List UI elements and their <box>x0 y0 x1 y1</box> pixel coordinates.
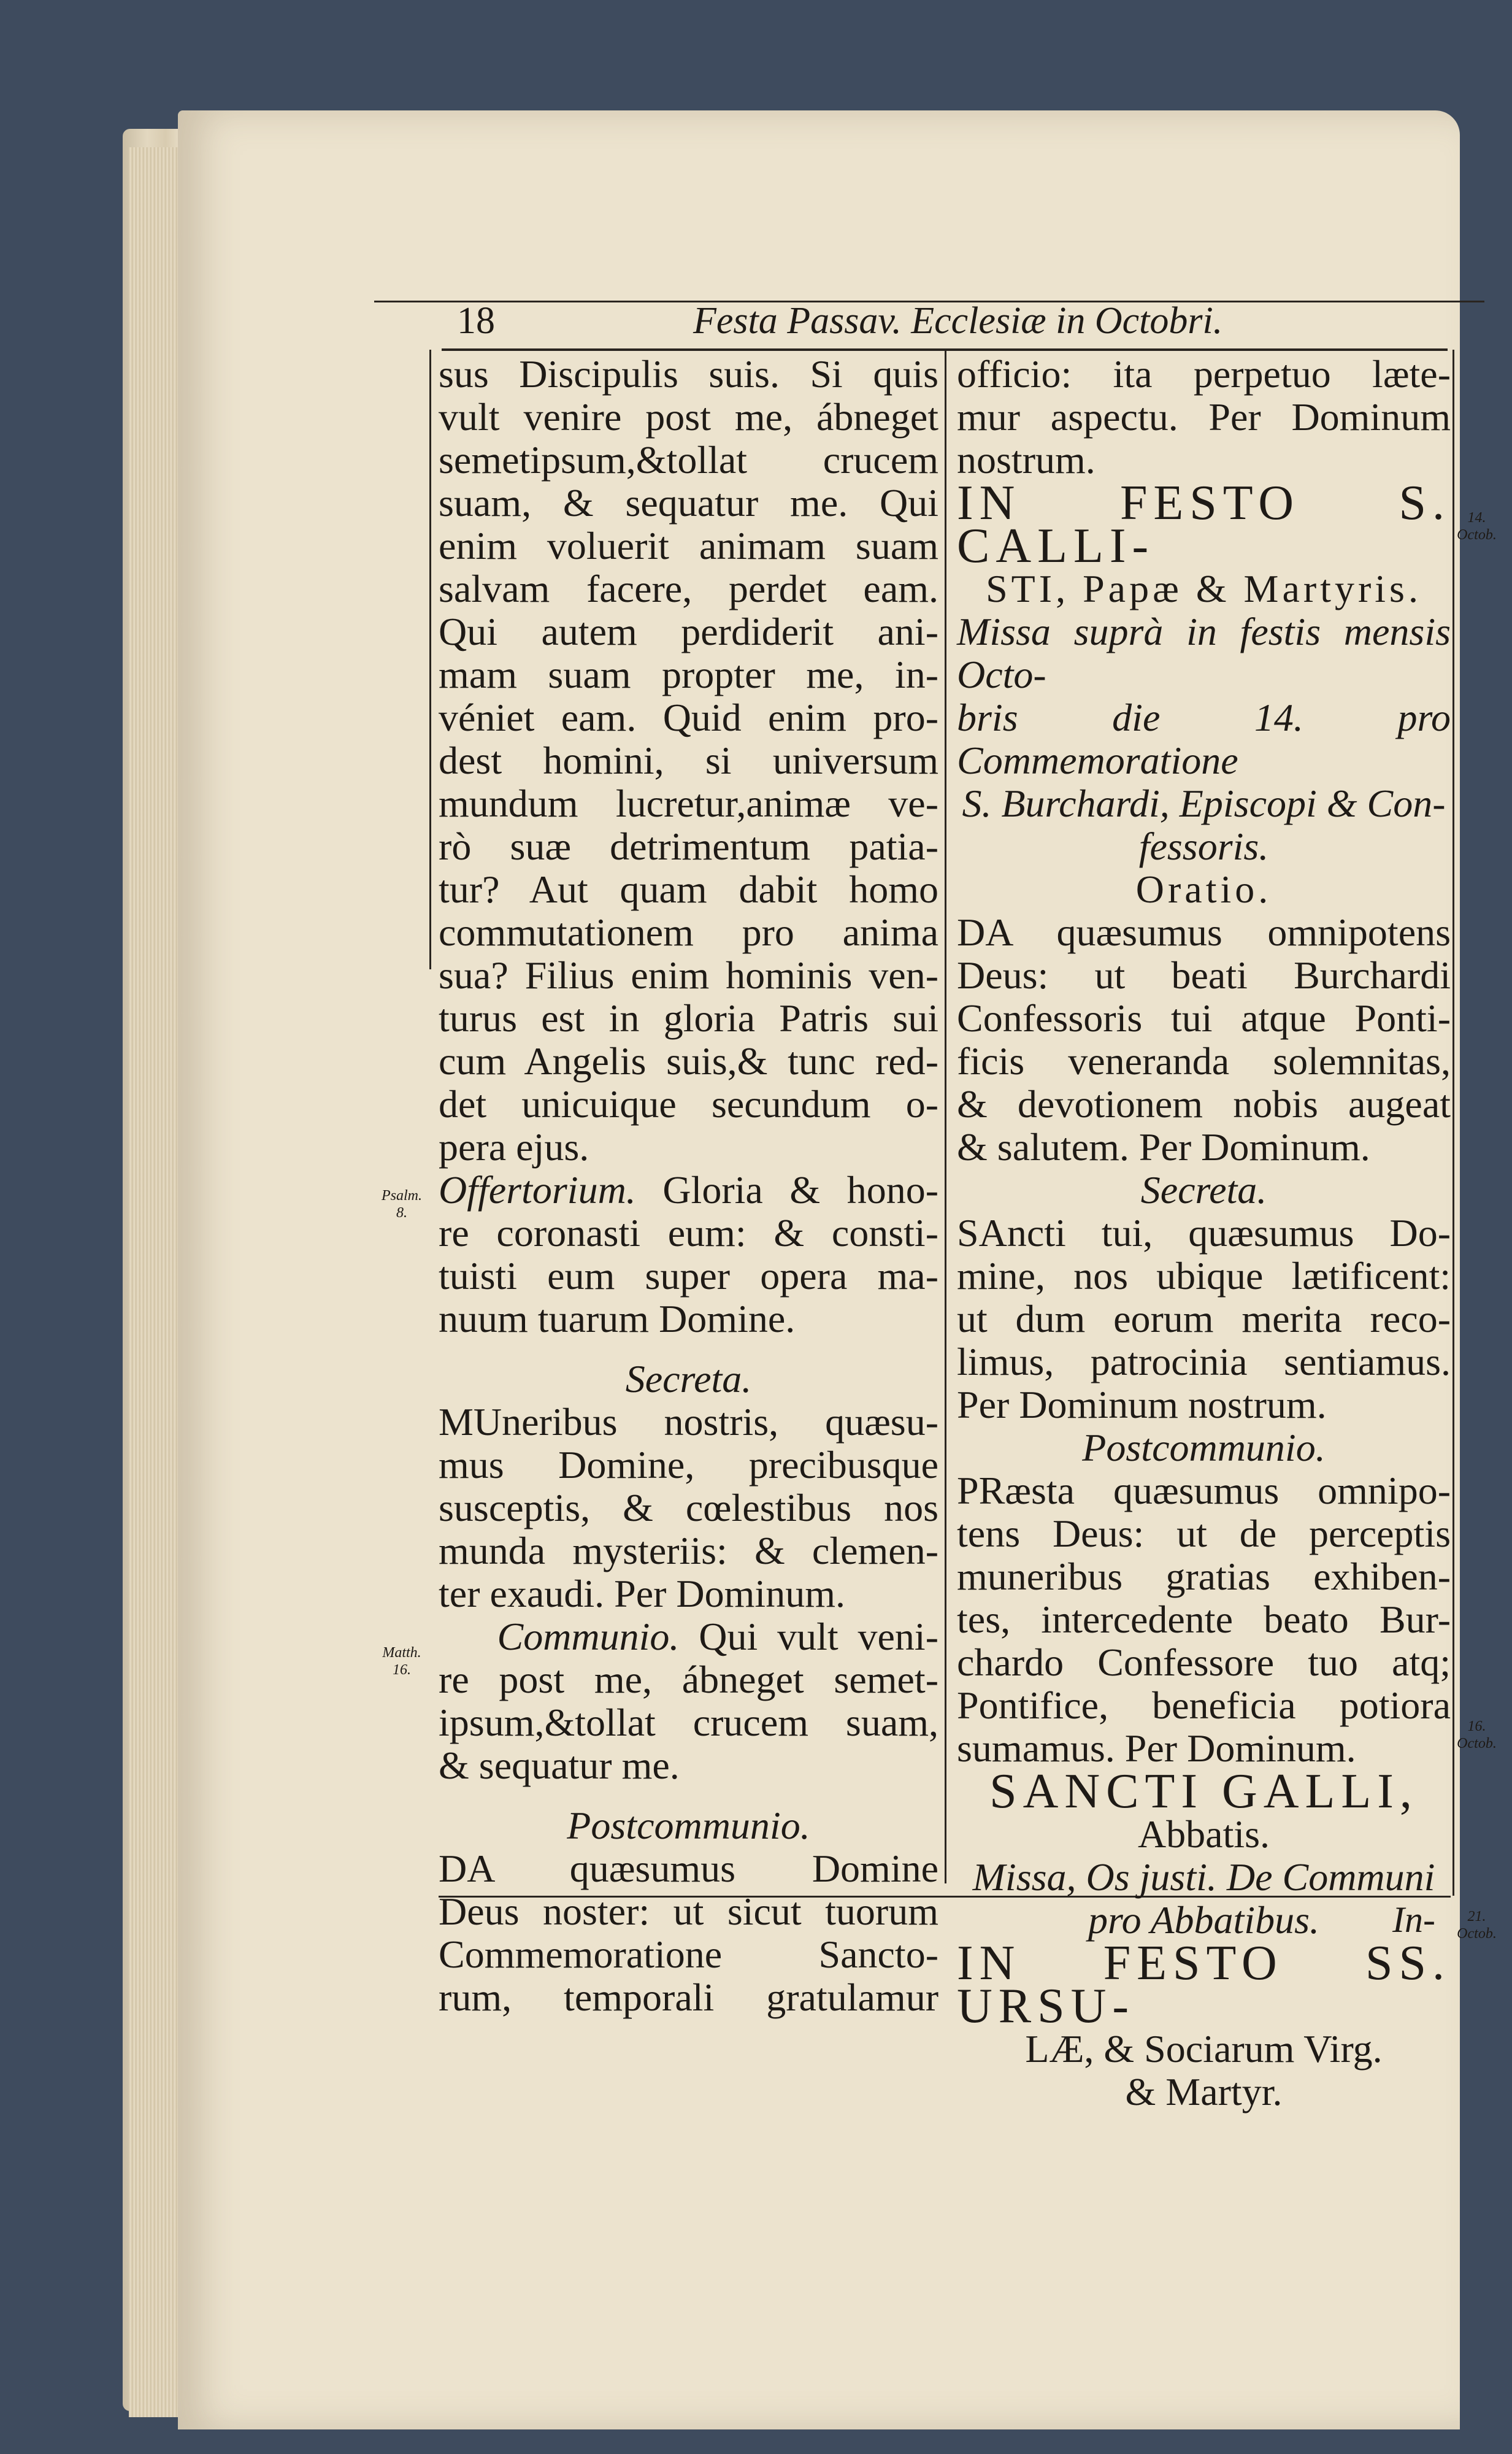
text-line: tens Deus: ut de perceptis <box>957 1512 1451 1555</box>
text-line: Commemoratione Sancto- <box>439 1933 938 1976</box>
text-line: ter exaudi. Per Dominum. <box>439 1572 845 1615</box>
missa-note: S. Burchardi, Episcopi & Con- <box>962 782 1446 825</box>
right-column <box>957 353 1451 2114</box>
text-line: sumamus. Per Dominum. <box>957 1726 1356 1770</box>
text-line: enim voluerit animam suam <box>439 524 938 567</box>
offertorium-label: Offertorium. <box>439 1168 636 1212</box>
missa-note: Missa suprà in festis mensis Octo- <box>957 610 1451 696</box>
text-line: turus est in gloria Patris sui <box>439 996 938 1040</box>
text-line: SAncti tui, quæsumus Do- <box>957 1211 1451 1255</box>
text-line: dest homini, si universum <box>439 739 938 782</box>
text-line: mur aspectu. Per Dominum <box>957 395 1451 439</box>
text-line: salvam facere, perdet eam. <box>439 567 938 610</box>
text-line: PRæsta quæsumus omnipo- <box>957 1469 1451 1512</box>
ursula-heading: IN FESTO SS. URSU- <box>957 1936 1451 2033</box>
text-line: munda mysteriis: & clemen- <box>439 1529 938 1572</box>
text-line: ut dum eorum merita reco- <box>957 1297 1451 1340</box>
text-line: MUneribus nostris, quæsu- <box>439 1400 938 1444</box>
text-line: ipsum,&tollat crucem suam, <box>439 1701 938 1744</box>
text-line: re coronasti eum: & consti- <box>439 1211 938 1255</box>
text-line: susceptis, & cœlestibus nos <box>439 1486 938 1529</box>
galli-missa: Missa, Os justi. De Communi pro Abbatibus. <box>972 1855 1435 1942</box>
callisti-heading-2: STI, Papæ & Martyris. <box>986 567 1422 610</box>
text-line: commutationem pro anima <box>439 910 938 954</box>
margin-note-psalm: Psalm. 8. <box>382 1188 422 1221</box>
left-column <box>439 353 938 2019</box>
text-line: mine, nos ubique lætificent: <box>957 1254 1451 1298</box>
ursula-heading-3: & Martyr. <box>1125 2070 1283 2114</box>
text-line: pera ejus. <box>439 1125 589 1169</box>
right-frame-rule <box>1453 350 1454 1896</box>
text-line: mundum lucretur,animæ ve- <box>439 782 938 825</box>
margin-note-oct16: 16. Octob. <box>1457 1718 1497 1752</box>
text-line: Deus noster: ut sicut tuorum <box>439 1890 938 1933</box>
text-line: DA quæsumus Domine <box>439 1847 938 1890</box>
text-line: rum, temporali gratulamur <box>439 1975 938 2019</box>
text-line: Per Dominum nostrum. <box>957 1383 1327 1426</box>
text-line: DA quæsumus omnipotens <box>957 910 1451 954</box>
text-line: sua? Filius enim hominis ven- <box>439 953 938 997</box>
oratio-title: Oratio. <box>1135 867 1272 911</box>
text-line: re post me, ábneget semet- <box>439 1658 938 1701</box>
catchword: In- <box>1392 1899 1435 1940</box>
text-line: rò suæ detrimentum patia- <box>439 825 938 868</box>
text-line: muneribus gratias exhiben- <box>957 1555 1451 1598</box>
text-line: limus, patrocinia sentiamus. <box>957 1340 1451 1383</box>
text-line: tuisti eum super opera ma- <box>439 1254 938 1298</box>
secreta-title: Secreta. <box>1140 1168 1267 1212</box>
secreta-title: Secreta. <box>625 1357 752 1401</box>
missa-note: bris die 14. pro Commemoratione <box>957 696 1451 782</box>
text-line: tes, intercedente beato Bur- <box>957 1598 1451 1641</box>
callisti-heading: IN FESTO S. CALLI- <box>957 476 1451 573</box>
text-line: semetipsum,&tollat crucem <box>439 438 938 482</box>
text-line: nostrum. <box>957 438 1096 482</box>
text-line: officio: ita perpetuo læte- <box>957 352 1451 396</box>
text-line: vult venire post me, ábneget <box>439 395 938 439</box>
galli-heading-2: Abbatis. <box>1137 1812 1270 1856</box>
text-line: nuum tuarum Domine. <box>439 1297 796 1340</box>
postcommunio-title: Postcommunio. <box>567 1804 810 1847</box>
page-number: 18 <box>457 300 495 342</box>
communio-label: Communio. <box>497 1615 680 1658</box>
left-frame-rule <box>429 350 431 969</box>
text-line: Deus: ut beati Burchardi <box>957 953 1451 997</box>
margin-note-oct21: 21. Octob. <box>1457 1909 1497 1942</box>
margin-note-oct14: 14. Octob. <box>1457 510 1497 543</box>
text-line: & sequatur me. <box>439 1744 680 1787</box>
ursula-heading-2: LÆ, & Sociarum Virg. <box>1025 2027 1383 2071</box>
galli-heading: SANCTI GALLI, <box>989 1764 1418 1818</box>
communio-line <box>439 1615 938 1658</box>
margin-note-matth: Matth. 16. <box>382 1645 421 1678</box>
text-line: mus Domine, precibusque <box>439 1443 938 1487</box>
running-head: Festa Passav. Ecclesiæ in Octobri. <box>693 300 1223 342</box>
text-line: Qui autem perdiderit ani- <box>439 610 938 653</box>
text-line: suam, & sequatur me. Qui <box>439 481 938 525</box>
text-line: & salutem. Per Dominum. <box>957 1125 1370 1169</box>
center-column-rule <box>945 350 946 1883</box>
text-span: Gloria & hono- <box>662 1168 939 1212</box>
text-line: chardo Confessore tuo atq; <box>957 1640 1451 1684</box>
text-line: tur? Aut quam dabit homo <box>439 867 938 911</box>
offertorium-line <box>439 1169 938 1212</box>
missa-note: fessoris. <box>1138 825 1269 868</box>
text-line: & devotionem nobis augeat <box>957 1082 1451 1126</box>
text-line: sus Discipulis suis. Si quis <box>439 352 938 396</box>
text-line: mam suam propter me, in- <box>439 653 938 696</box>
text-span: Qui vult veni- <box>699 1615 939 1658</box>
text-line: det unicuique secundum o- <box>439 1082 938 1126</box>
text-line: Pontifice, beneficia potiora <box>957 1683 1451 1727</box>
postcommunio-title: Postcommunio. <box>1082 1426 1326 1469</box>
page-edges <box>129 147 184 2417</box>
text-line: ficis veneranda solemnitas, <box>957 1039 1451 1083</box>
text-line: Confessoris tui atque Ponti- <box>957 996 1451 1040</box>
text-line: cum Angelis suis,& tunc red- <box>439 1039 938 1083</box>
text-line: véniet eam. Quid enim pro- <box>439 696 938 739</box>
